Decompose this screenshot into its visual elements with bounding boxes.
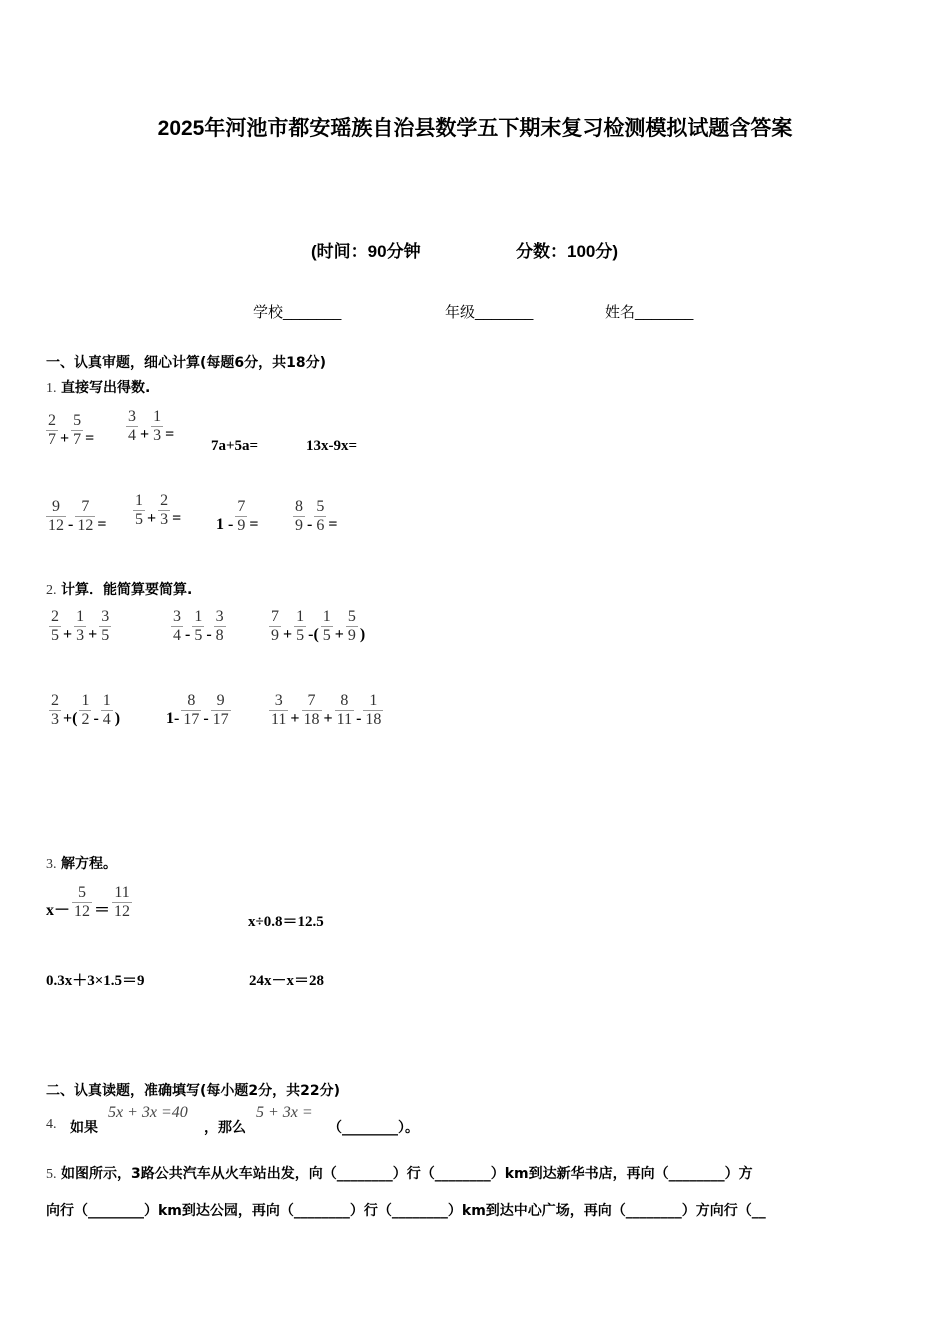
- denominator: 12: [48, 516, 64, 534]
- question-number: 2.: [46, 583, 57, 598]
- math-expression: [45, 972, 146, 990]
- numerator: 2: [51, 608, 59, 625]
- denominator: 5: [101, 626, 110, 644]
- question-2: [46, 579, 192, 599]
- fraction: [79, 692, 91, 728]
- operator: 13x-9x=: [306, 438, 358, 454]
- fraction: [49, 692, 61, 728]
- fraction: [49, 608, 61, 644]
- fraction: [46, 412, 58, 448]
- math-expression: [305, 437, 358, 455]
- operator: 1 -: [216, 516, 234, 533]
- denominator: 11: [336, 710, 353, 728]
- math-expression: [248, 972, 325, 990]
- operator: 0.3x＋3×1.5＝9: [46, 973, 145, 989]
- operator: =: [85, 430, 95, 447]
- q5-line1: 如图所示，3路公共汽车从火车站出发，向（________）行（________）km到达新华书店，再向（________）方: [60, 1166, 753, 1182]
- fraction: [112, 884, 132, 920]
- fraction: [192, 608, 204, 644]
- numerator: 11: [114, 884, 130, 901]
- fraction: [99, 608, 111, 644]
- math-expression: [48, 692, 121, 728]
- numerator: 5: [73, 412, 82, 429]
- operator: -: [356, 710, 362, 727]
- numerator: 3: [101, 608, 110, 625]
- numerator: 8: [187, 692, 196, 709]
- numerator: 5: [347, 608, 356, 625]
- q5-line2: 向行（________）km到达公园，再向（________）行（________）km到达中心广场，再向（________）方向行（__: [46, 1203, 766, 1219]
- operator: -: [307, 516, 313, 533]
- numerator: 2: [51, 692, 59, 709]
- operator: +: [283, 626, 293, 643]
- math-expression: [45, 412, 95, 448]
- denominator: 2: [81, 710, 90, 728]
- operator: =: [97, 516, 107, 533]
- q4-text-then: ，那么: [204, 1120, 246, 1136]
- math-expression: [48, 608, 112, 644]
- denominator: 9: [237, 516, 246, 534]
- denominator: 12: [114, 902, 131, 920]
- fraction: [321, 608, 333, 644]
- denominator: 3: [160, 510, 169, 528]
- math-expression: [132, 492, 182, 528]
- numerator: 3: [215, 608, 224, 625]
- numerator: 2: [160, 492, 169, 509]
- denominator: 3: [153, 426, 162, 444]
- math-expression: [292, 498, 338, 534]
- q4-text-if: 如果: [70, 1120, 98, 1136]
- denominator: 4: [128, 426, 136, 444]
- numerator: 3: [274, 692, 283, 709]
- operator: =: [165, 426, 175, 443]
- fraction: [314, 498, 326, 534]
- numerator: 1: [81, 692, 90, 709]
- name-field: 姓名_______: [605, 304, 694, 321]
- question-number: 5.: [46, 1167, 57, 1182]
- numerator: 1: [296, 608, 305, 625]
- denominator: 6: [316, 516, 325, 534]
- numerator: 5: [316, 498, 325, 515]
- numerator: 3: [128, 408, 136, 425]
- operator: +: [88, 626, 98, 643]
- numerator: 1: [369, 692, 378, 709]
- numerator: 7: [237, 498, 246, 515]
- denominator: 3: [76, 626, 85, 644]
- math-expression: [170, 608, 227, 644]
- operator: ): [114, 710, 121, 727]
- fraction: [171, 608, 183, 644]
- fraction: [363, 692, 383, 728]
- fraction: [214, 608, 226, 644]
- math-expression: [215, 498, 259, 534]
- score-label: 分数：100分): [516, 242, 619, 261]
- question-number: 4.: [46, 1117, 57, 1132]
- question-text: 计算．能简算要简算.: [60, 582, 193, 598]
- question-number: 3.: [46, 857, 57, 872]
- fraction: [101, 692, 113, 728]
- operator: =: [172, 510, 182, 527]
- grade-field: 年级_______: [445, 304, 534, 321]
- fraction: [151, 408, 163, 444]
- question-3: [46, 853, 117, 873]
- numerator: 3: [173, 608, 181, 625]
- fraction: [75, 498, 95, 534]
- page-title: 2025年河池市都安瑶族自治县数学五下期末复习检测模拟试题含答案: [157, 117, 793, 140]
- denominator: 17: [212, 710, 229, 728]
- math-expression: [268, 692, 384, 728]
- operator: +: [323, 710, 333, 727]
- fraction: [302, 692, 322, 728]
- fraction: [294, 608, 306, 644]
- numerator: 7: [81, 498, 90, 515]
- operator: x÷0.8＝12.5: [248, 914, 324, 930]
- fraction: [335, 692, 354, 728]
- denominator: 4: [102, 710, 111, 728]
- operator: +(: [63, 710, 78, 727]
- denominator: 9: [295, 516, 303, 534]
- q5-line2-wrap: [46, 1200, 766, 1220]
- denominator: 18: [303, 710, 320, 728]
- section1-heading: 一、认真审题，细心计算(每题6分，共18分): [46, 355, 327, 371]
- denominator: 5: [322, 626, 331, 644]
- operator: -: [203, 710, 209, 727]
- fraction: [293, 498, 305, 534]
- question-number: 1.: [46, 381, 57, 396]
- operator: -: [206, 626, 212, 643]
- denominator: 7: [73, 430, 82, 448]
- q4-answer-blank: （________）。: [328, 1120, 419, 1136]
- numerator: 1: [194, 608, 203, 625]
- operator: =: [328, 516, 338, 533]
- numerator: 2: [48, 412, 56, 429]
- numerator: 1: [153, 408, 162, 425]
- math-expression: [165, 692, 232, 728]
- denominator: 17: [183, 710, 200, 728]
- numerator: 1: [102, 692, 111, 709]
- fraction: [346, 608, 358, 644]
- operator: 7a+5a=: [211, 438, 259, 454]
- numerator: 8: [295, 498, 303, 515]
- q4-equation: 5x + 3x =40: [108, 1104, 188, 1121]
- fraction: [158, 492, 170, 528]
- denominator: 4: [173, 626, 181, 644]
- fraction: [269, 608, 281, 644]
- fraction: [74, 608, 86, 644]
- operator: x－: [46, 902, 71, 919]
- question-text: 直接写出得数.: [60, 380, 151, 396]
- operator: -(: [308, 626, 319, 643]
- question-5: [46, 1163, 753, 1183]
- denominator: 5: [194, 626, 203, 644]
- operator: +: [63, 626, 73, 643]
- math-expression: [247, 913, 325, 931]
- numerator: 1: [135, 492, 143, 509]
- math-expression: [210, 437, 259, 455]
- denominator: 5: [135, 510, 143, 528]
- fraction: [126, 408, 138, 444]
- operator: +: [140, 426, 150, 443]
- denominator: 18: [365, 710, 382, 728]
- denominator: 9: [271, 626, 279, 644]
- denominator: 8: [215, 626, 224, 644]
- operator: -: [185, 626, 191, 643]
- denominator: 12: [74, 902, 91, 920]
- operator: 1-: [166, 710, 180, 727]
- numerator: 7: [271, 608, 279, 625]
- denominator: 5: [51, 626, 59, 644]
- denominator: 12: [77, 516, 94, 534]
- fraction: [269, 692, 288, 728]
- operator: +: [60, 430, 70, 447]
- numerator: 7: [307, 692, 316, 709]
- q4-expression: 5 + 3x =: [256, 1104, 313, 1121]
- operator: +: [147, 510, 157, 527]
- operator: ＝: [94, 902, 111, 919]
- math-expression: [45, 498, 107, 534]
- operator: ): [359, 626, 366, 643]
- operator: -: [68, 516, 74, 533]
- math-expression: [45, 884, 133, 920]
- numerator: 9: [52, 498, 60, 515]
- numerator: 9: [216, 692, 225, 709]
- denominator: 7: [48, 430, 56, 448]
- denominator: 3: [51, 710, 59, 728]
- numerator: 8: [340, 692, 349, 709]
- fraction: [181, 692, 201, 728]
- operator: -: [93, 710, 99, 727]
- numerator: 5: [78, 884, 87, 901]
- fraction: [46, 498, 66, 534]
- math-expression: [268, 608, 366, 644]
- fraction: [72, 884, 92, 920]
- numerator: 1: [322, 608, 331, 625]
- denominator: 5: [296, 626, 305, 644]
- fraction: [235, 498, 247, 534]
- section2-heading: 二、认真读题，准确填写(每小题2分，共22分): [46, 1083, 341, 1099]
- operator: +: [334, 626, 344, 643]
- school-field: 学校_______: [253, 304, 342, 321]
- operator: +: [290, 710, 300, 727]
- fraction: [133, 492, 145, 528]
- operator: 24x－x＝28: [249, 973, 325, 989]
- question-1: [46, 377, 150, 397]
- numerator: 1: [76, 608, 85, 625]
- denominator: 9: [347, 626, 356, 644]
- fraction: [211, 692, 231, 728]
- math-expression: [125, 408, 175, 444]
- question-text: 解方程。: [60, 856, 117, 872]
- operator: =: [249, 516, 259, 533]
- fraction: [71, 412, 83, 448]
- denominator: 11: [271, 710, 287, 728]
- time-label: (时间：90分钟: [311, 242, 421, 261]
